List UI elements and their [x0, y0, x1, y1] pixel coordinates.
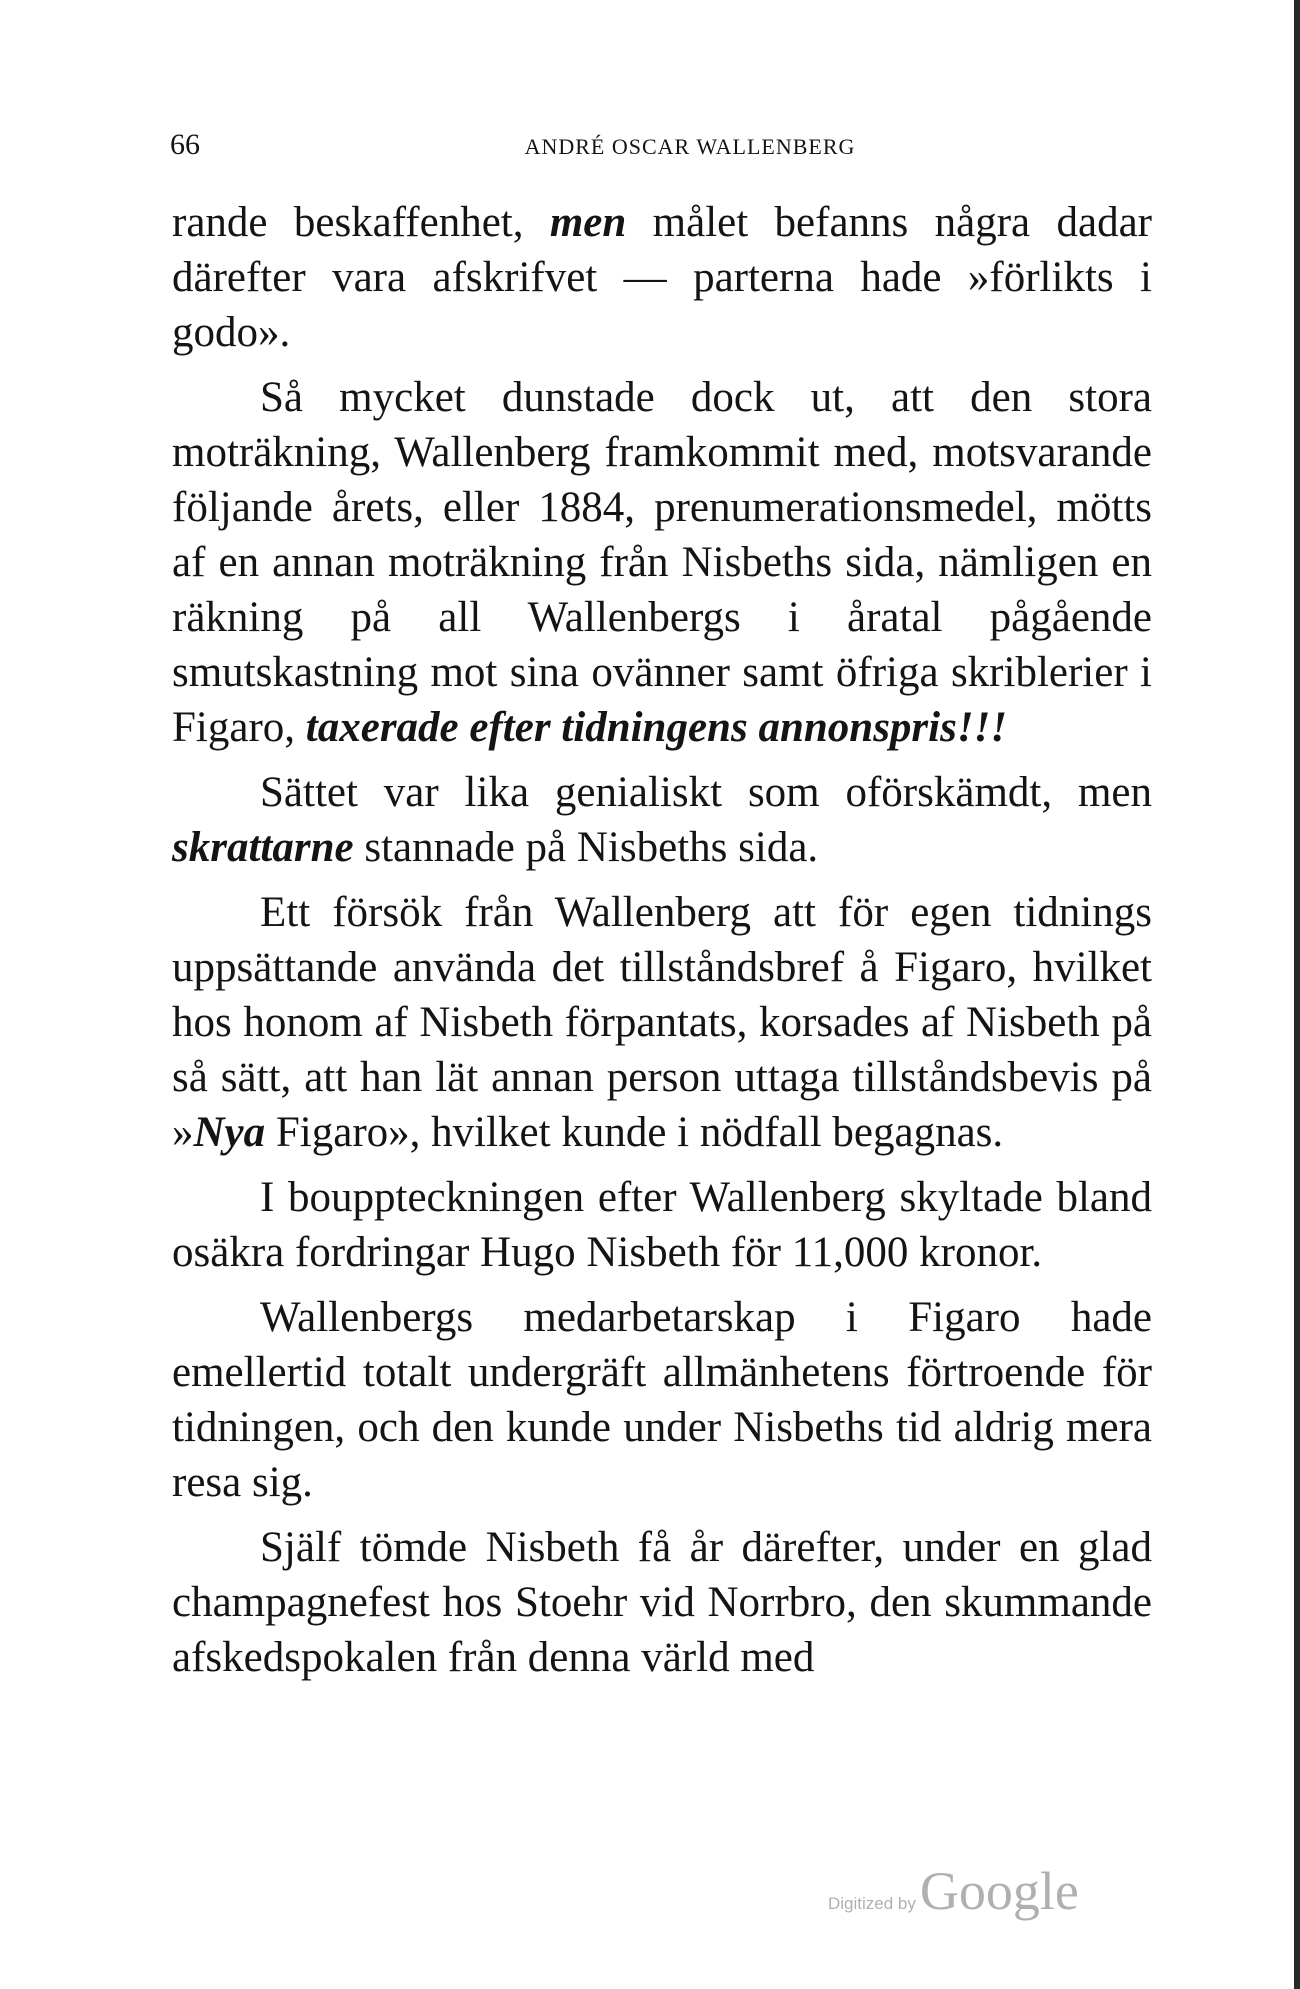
text-segment: Själf tömde Nisbeth få år därefter, under en glad champagnefest hos Stoehr vid Norrbro, den skummande afskedspokalen från denna värld med — [172, 1524, 1152, 1681]
text-segment: Så mycket dunstade dock ut, att den stora moträkning, Wallenberg framkommit med, motsvarande följande årets, eller 1884, prenumerationsmedel, mötts af en annan moträkning från Nisbeths sida, nämligen en räkning på all Wallenbergs i åratal pågående smutskastning mot sina ovänner samt öfriga skriblerier i Figaro, — [172, 374, 1152, 751]
paragraph — [172, 195, 1152, 360]
paragraph — [172, 885, 1152, 1160]
emphasized-text: Nya — [193, 1109, 266, 1156]
emphasized-text: skrattarne — [172, 824, 354, 871]
text-segment: Sättet var lika genialiskt som oförskämdt, men — [260, 769, 1152, 816]
paragraph — [172, 765, 1152, 875]
emphasized-text: taxerade efter tidningens annonspris!!! — [305, 704, 1008, 751]
running-header — [170, 128, 1160, 168]
paragraph — [172, 1290, 1152, 1510]
text-segment: stannade på Nisbeths sida. — [353, 824, 819, 871]
paragraph — [172, 1170, 1152, 1280]
page-number: 66 — [170, 128, 200, 161]
text-segment: Figaro», hvilket kunde i nödfall begagnas. — [265, 1109, 1004, 1156]
emphasized-text: men — [549, 199, 627, 246]
text-segment: Ett försök från Wallenberg att för egen tidnings uppsättande använda det tillståndsbref å Figaro, hvilket hos honom af Nisbeth förpantats, korsades af Nisbeth på så sätt, att han lät annan person uttaga tillståndsbevis på » — [172, 889, 1152, 1156]
running-title: ANDRÉ OSCAR WALLENBERG — [524, 134, 856, 159]
watermark-digitized-by: Digitized by — [828, 1894, 916, 1913]
watermark-google-logo: Google — [919, 1861, 1079, 1921]
body-text — [172, 195, 1152, 1695]
text-segment: Wallenbergs medarbetarskap i Figaro hade emellertid totalt undergräft allmänhetens förtroende för tidningen, och den kunde under Nisbeths tid aldrig mera resa sig. — [172, 1294, 1152, 1506]
paragraph — [172, 1520, 1152, 1685]
text-segment: rande beskaffenhet, — [172, 199, 550, 246]
text-segment: målet befanns några dadar därefter vara afskrifvet — parterna hade »förlikts i godo». — [172, 199, 1152, 356]
digitization-watermark — [828, 1860, 1079, 1930]
text-segment: I bouppteckningen efter Wallenberg skyltade bland osäkra fordringar Hugo Nisbeth för 11,000 kronor. — [172, 1174, 1152, 1276]
page-edge-shadow — [1294, 0, 1300, 1989]
paragraph — [172, 370, 1152, 755]
